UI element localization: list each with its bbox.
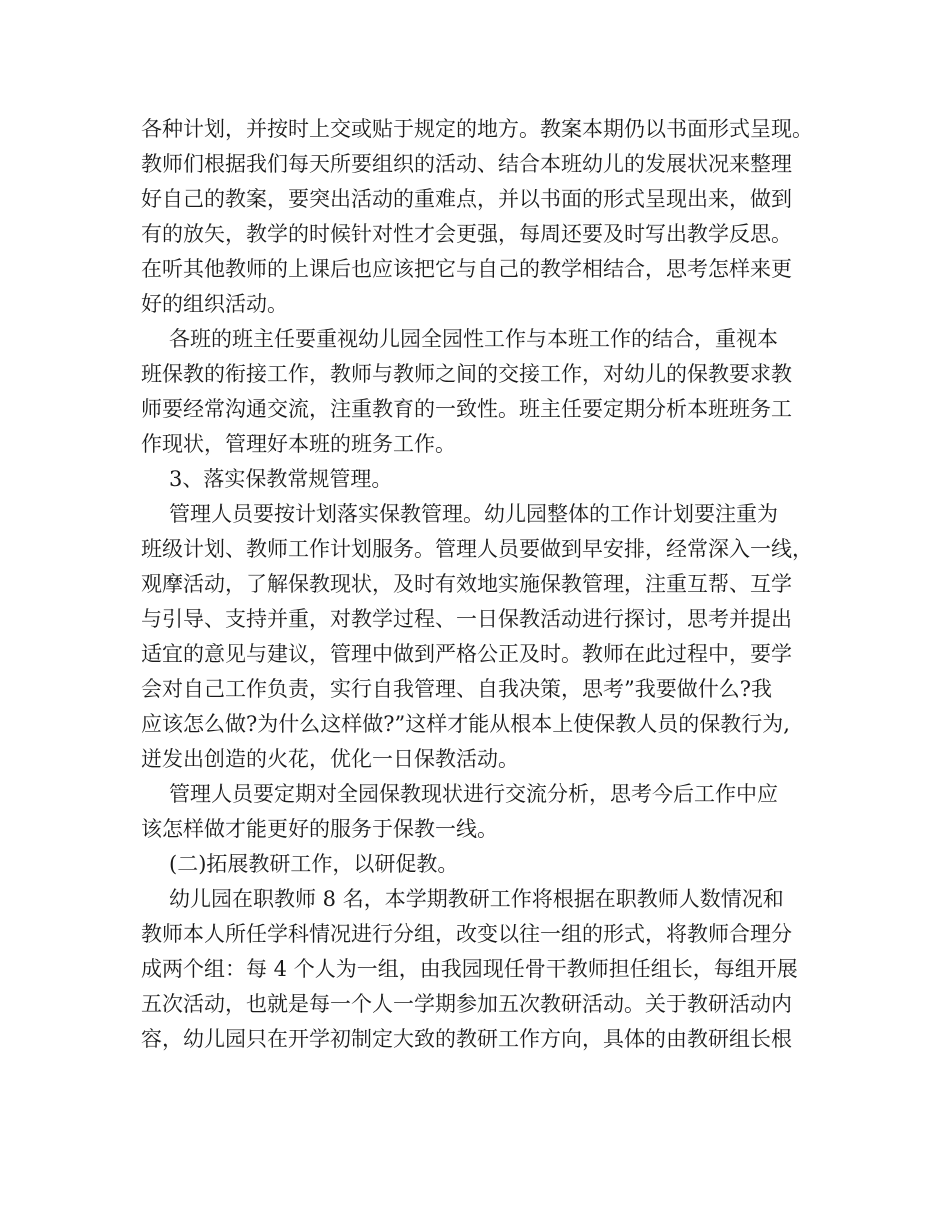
text-line: 教师本人所任学科情况进行分组，改变以往一组的形式，将教师合理分: [141, 922, 792, 946]
text-line: 会对自己工作负责，实行自我管理、自我决策，思考”我要做什么?我: [141, 677, 772, 701]
text-line: 各种计划，并按时上交或贴于规定的地方。教案本期仍以书面形式呈现。: [141, 117, 813, 141]
text-line: 有的放矢，教学的时候针对性才会更强，每周还要及时写出教学反思。: [141, 222, 792, 246]
text-line: 教师们根据我们每天所要组织的活动、结合本班幼儿的发展状况来整理: [141, 152, 792, 176]
text-line: 师要经常沟通交流，注重教育的一致性。班主任要定期分析本班班务工: [141, 397, 792, 421]
text-line: 适宜的意见与建议，管理中做到严格公正及时。教师在此过程中，要学: [141, 642, 792, 666]
text-line: 五次活动，也就是每一个人一学期参加五次教研活动。关于教研活动内: [141, 992, 792, 1016]
paragraph-start-line: 管理人员要按计划落实保教管理。幼儿园整体的工作计划要注重为: [169, 502, 778, 526]
text-line: 成两个组：每 4 个人为一组，由我园现任骨干教师担任组长，每组开展: [141, 957, 798, 981]
paragraph-start-line: 幼儿园在职教师 8 名，本学期教研工作将根据在职教师人数情况和: [169, 887, 784, 911]
paragraph-start-line: 各班的班主任要重视幼儿园全园性工作与本班工作的结合，重视本: [169, 327, 778, 351]
text-line: 与引导、支持并重，对教学过程、一日保教活动进行探讨，思考并提出: [141, 607, 792, 631]
text-line: 应该怎么做?为什么这样做?”这样才能从根本上使保教人员的保教行为,: [141, 712, 790, 736]
text-line: 班级计划、教师工作计划服务。管理人员要做到早安排，经常深入一线，: [141, 537, 813, 561]
text-line: 该怎样做才能更好的服务于保教一线。: [141, 817, 498, 841]
text-line: 好的组织活动。: [141, 292, 288, 316]
text-line: 好自己的教案，要突出活动的重难点，并以书面的形式呈现出来，做到: [141, 187, 792, 211]
text-line: 观摩活动，了解保教现状，及时有效地实施保教管理，注重互帮、互学: [141, 572, 792, 596]
text-line: 作现状，管理好本班的班务工作。: [141, 432, 456, 456]
text-line: 在听其他教师的上课后也应该把它与自己的教学相结合，思考怎样来更: [141, 257, 792, 281]
text-line: 班保教的衔接工作，教师与教师之间的交接工作，对幼儿的保教要求教: [141, 362, 792, 386]
text-line: 容，幼儿园只在开学初制定大致的教研工作方向，具体的由教研组长根: [141, 1027, 792, 1051]
section-heading: (二)拓展教研工作，以研促教。: [169, 852, 459, 876]
paragraph-start-line: 管理人员要定期对全园保教现状进行交流分析，思考今后工作中应: [169, 782, 778, 806]
section-heading: 3、落实保教常规管理。: [169, 467, 393, 491]
text-line: 迸发出创造的火花，优化一日保教活动。: [141, 747, 519, 771]
document-body: [141, 112, 821, 1057]
